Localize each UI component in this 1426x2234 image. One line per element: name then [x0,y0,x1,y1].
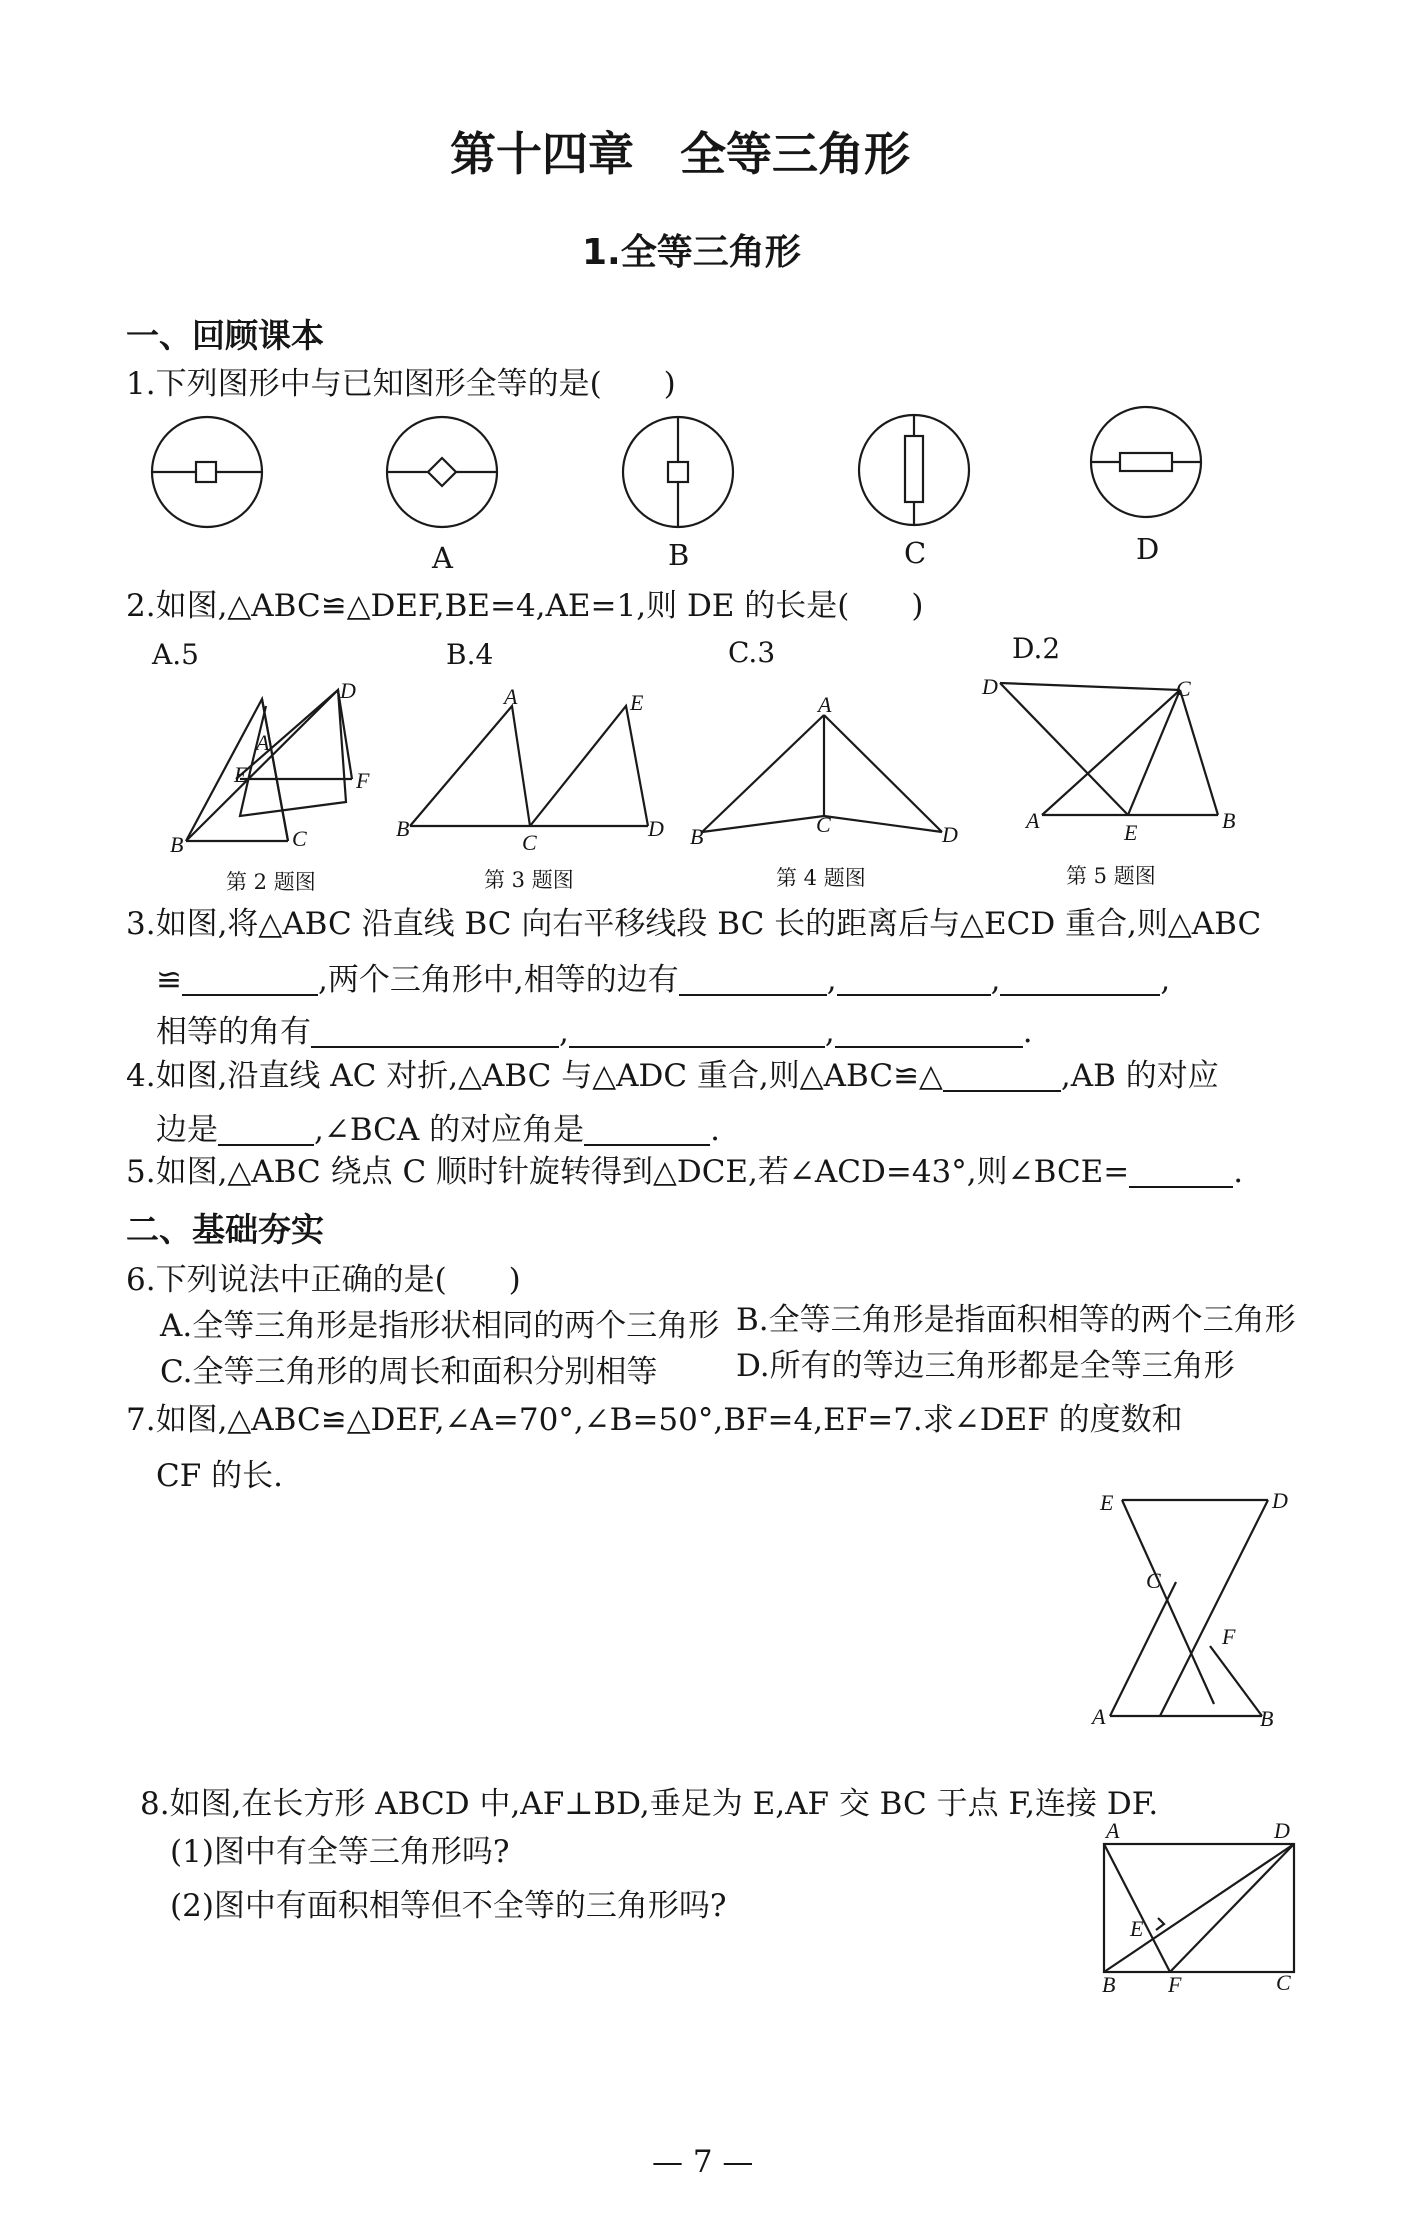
fig7-label-b: B [1260,1706,1274,1731]
fig4-label-a: A [818,692,832,717]
q3-blank-3[interactable] [837,964,991,996]
q1-option-a-figure [387,417,497,527]
fig8-label-d: D [1274,1818,1290,1843]
fig2-label-d: D [340,678,356,703]
q3-line2: ≌ ,两个三角形中,相等的边有 , , , [156,962,1171,998]
fig5-label-c: C [1176,676,1191,701]
q8-sub2: (2)图中有面积相等但不全等的三角形吗? [170,1888,727,1924]
q1-option-c-figure [859,415,969,525]
q8-line1: 8.如图,在长方形 ABCD 中,AF⊥BD,垂足为 E,AF 交 BC 于点 F,连接 DF. [140,1786,1159,1822]
fig2-caption: 第 2 题图 [226,870,316,894]
q4-blank-3[interactable] [584,1114,710,1146]
q3-blank-2[interactable] [679,964,827,996]
q5-blank[interactable] [1129,1156,1233,1188]
fig3-label-a: A [504,684,518,709]
q3-congruent-sign: ≌ [156,962,182,998]
q3-line3: 相等的角有 , , . [156,1014,1033,1050]
q3-equal-angles-text: 相等的角有 [156,1014,311,1050]
fig5-label-d: D [982,674,998,699]
q1-label-d: D [1136,532,1160,566]
q1-label-c: C [904,536,927,570]
fig2-label-c: C [292,826,307,851]
fig7-label-e: E [1100,1490,1114,1515]
q6-option-b: B.全等三角形是指面积相等的两个三角形 [736,1302,1296,1338]
fig3-caption: 第 3 题图 [484,868,574,892]
fig4-label-b: B [690,824,704,849]
fig7-label-a: A [1092,1704,1106,1729]
fig8-label-e: E [1130,1916,1144,1941]
fig8-label-f: F [1168,1972,1182,1997]
fig5-label-b: B [1222,808,1236,833]
q2-option-c: C.3 [728,636,776,669]
figure-q8 [1104,1844,1294,1972]
page-number: — 7 — [652,2144,754,2180]
figure-q7 [1110,1500,1268,1716]
fig3-label-e: E [630,690,644,715]
fig5-label-a: A [1026,808,1040,833]
q6-text: 6.下列说法中正确的是( ) [126,1262,521,1298]
q4-line2: 边是 ,∠BCA 的对应角是 . [156,1112,721,1148]
q8-sub1: (1)图中有全等三角形吗? [170,1834,510,1870]
q3-line1: 3.如图,将△ABC 沿直线 BC 向右平移线段 BC 长的距离后与△ECD 重合,则△ABC [126,906,1262,942]
q3-equal-sides-text: ,两个三角形中,相等的边有 [317,962,679,998]
q6-option-c: C.全等三角形的周长和面积分别相等 [160,1354,658,1390]
q2-text: 2.如图,△ABC≌△DEF,BE=4,AE=1,则 DE 的长是( ) [126,588,924,624]
q6-option-d: D.所有的等边三角形都是全等三角形 [736,1348,1235,1384]
fig4-caption: 第 4 题图 [776,866,866,890]
q2-option-b: B.4 [446,638,494,671]
q4-line1: 4.如图,沿直线 AC 对折,△ABC 与△ADC 重合,则△ABC≌△ ,AB 的对应 [126,1058,1219,1094]
q4-blank-2[interactable] [218,1114,314,1146]
fig7-label-d: D [1272,1488,1288,1513]
part2-heading: 二、基础夯实 [126,1210,324,1249]
figure-q3 [410,706,648,826]
section-title: 1.全等三角形 [582,232,801,273]
q3-blank-4[interactable] [1000,964,1160,996]
q7-line1: 7.如图,△ABC≌△DEF,∠A=70°,∠B=50°,BF=4,EF=7.求∠DEF 的度数和 [126,1402,1183,1438]
fig2-label-b: B [170,832,184,857]
q1-label-b: B [668,538,690,572]
fig4-label-c: C [816,812,831,837]
q1-option-b-figure [623,417,733,527]
fig3-label-d: D [648,816,664,841]
fig5-label-e: E [1124,820,1138,845]
fig7-label-c: C [1146,1568,1161,1593]
q1-text: 1.下列图形中与已知图形全等的是( ) [126,366,676,402]
q3-blank-1[interactable] [182,964,318,996]
fig4-label-d: D [942,822,958,847]
fig8-label-a: A [1106,1818,1120,1843]
chapter-title: 第十四章 全等三角形 [450,127,910,181]
q1-label-a: A [432,541,453,575]
fig2-label-e: E [234,762,248,787]
q4-blank-1[interactable] [943,1060,1061,1092]
fig7-label-f: F [1222,1624,1236,1649]
q5-line: 5.如图,△ABC 绕点 C 顺时针旋转得到△DCE,若∠ACD=43°,则∠BCE= . [126,1154,1244,1190]
q7-line2: CF 的长. [156,1458,283,1494]
figure-q5 [1000,683,1218,815]
fig3-label-c: C [522,830,537,855]
fig5-caption: 第 5 题图 [1066,864,1156,888]
q2-option-a: A.5 [152,638,199,671]
figure-q2 [186,690,352,841]
q6-option-a: A.全等三角形是指形状相同的两个三角形 [160,1308,720,1344]
part1-heading: 一、回顾课本 [126,316,324,355]
fig2-label-a: A [256,730,270,755]
q3-blank-6[interactable] [569,1016,825,1048]
q2-option-d: D.2 [1012,632,1061,665]
q1-option-d-figure [1091,407,1201,517]
q3-blank-5[interactable] [311,1016,559,1048]
fig8-label-c: C [1276,1970,1291,1995]
fig3-label-b: B [396,816,410,841]
q1-given-figure [152,417,262,527]
q3-blank-7[interactable] [835,1016,1023,1048]
fig2-label-f: F [356,768,370,793]
fig8-label-b: B [1102,1972,1116,1997]
